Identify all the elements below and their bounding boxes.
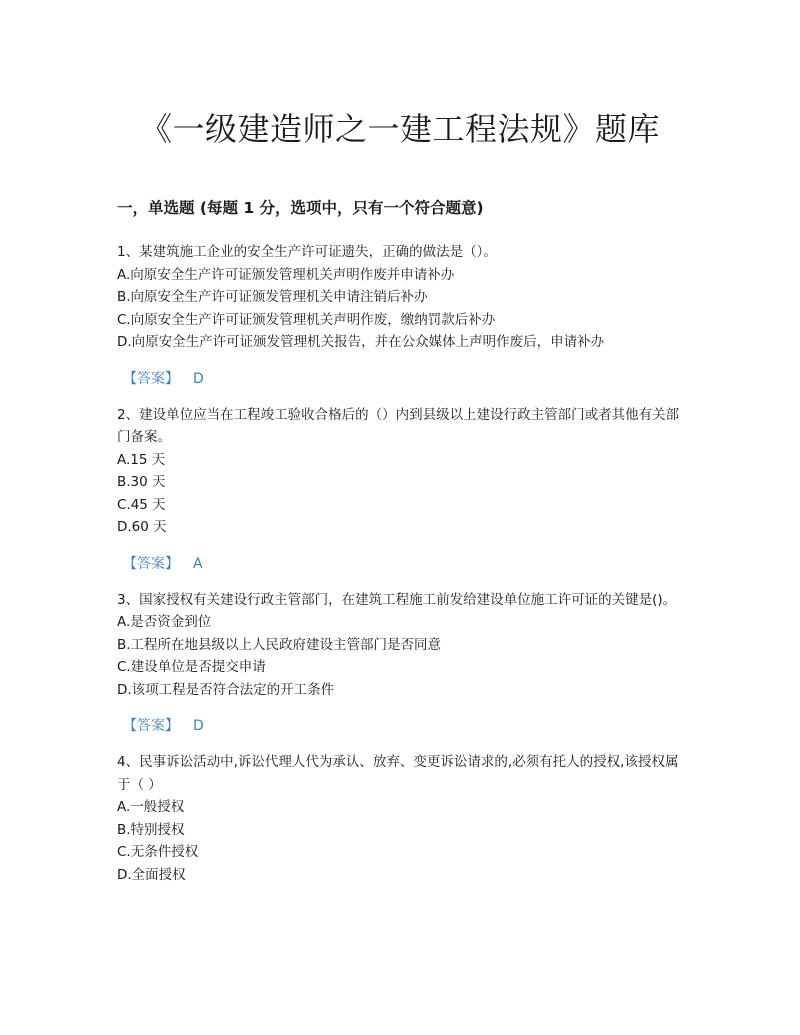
option-a: A.15 天 xyxy=(117,451,166,468)
option-d: D.该项工程是否符合法定的开工条件 xyxy=(117,681,335,698)
answer-line xyxy=(117,715,687,737)
answer-line xyxy=(117,553,687,575)
document-title: 《一级建造师之一建工程法规》题库 xyxy=(139,110,660,148)
option-d: D.60 天 xyxy=(117,519,167,535)
option-a: A.是否资金到位 xyxy=(117,614,212,630)
answer-value: D xyxy=(193,370,204,387)
option-c: C.无条件授权 xyxy=(117,844,199,860)
answer-label: 【答案】 xyxy=(123,370,179,387)
question-1 xyxy=(117,241,687,390)
question-stem: 3、国家授权有关建设行政主管部门，在建筑工程施工前发给建设单位施工许可证的关键是()。 xyxy=(117,591,677,608)
question-list xyxy=(117,241,687,886)
question-3 xyxy=(117,589,687,738)
answer-label: 【答案】 xyxy=(123,718,179,734)
option-d: D.向原安全生产许可证颁发管理机关报告，并在公众媒体上声明作废后，申请补办 xyxy=(117,334,605,350)
option-c: C.建设单位是否提交申请 xyxy=(117,659,266,675)
question-stem: 1、某建筑施工企业的安全生产许可证遗失，正确的做法是（）。 xyxy=(117,244,497,260)
question-4 xyxy=(117,751,687,886)
option-c: C.向原安全生产许可证颁发管理机关声明作废，缴纳罚款后补办 xyxy=(117,311,496,328)
question-2 xyxy=(117,404,687,575)
answer-value: D xyxy=(193,718,204,734)
answer-value: A xyxy=(193,555,203,572)
section-heading: 一，单选题 (每题 1 分，选项中，只有一个符合题意) xyxy=(117,199,484,217)
option-a: A.向原安全生产许可证颁发管理机关声明作废并申请补办 xyxy=(117,266,455,283)
option-c: C.45 天 xyxy=(117,496,166,513)
option-b: B.30 天 xyxy=(117,474,166,490)
answer-label: 【答案】 xyxy=(123,555,179,572)
option-b: B.工程所在地县级以上人民政府建设主管部门是否同意 xyxy=(117,636,442,653)
question-stem: 2、建设单位应当在工程竣工验收合格后的（）内到县级以上建设行政主管部门或者其他有关部门备案。 xyxy=(117,406,680,445)
question-stem: 4、民事诉讼活动中,诉讼代理人代为承认、放弃、变更诉讼请求的,必须有托人的授权,该授权属于（ ） xyxy=(117,754,679,793)
option-b: B.特别授权 xyxy=(117,821,185,838)
option-b: B.向原安全生产许可证颁发管理机关申请注销后补办 xyxy=(117,289,428,305)
option-a: A.一般授权 xyxy=(117,799,185,815)
option-d: D.全面授权 xyxy=(117,866,186,883)
answer-line xyxy=(117,368,687,390)
